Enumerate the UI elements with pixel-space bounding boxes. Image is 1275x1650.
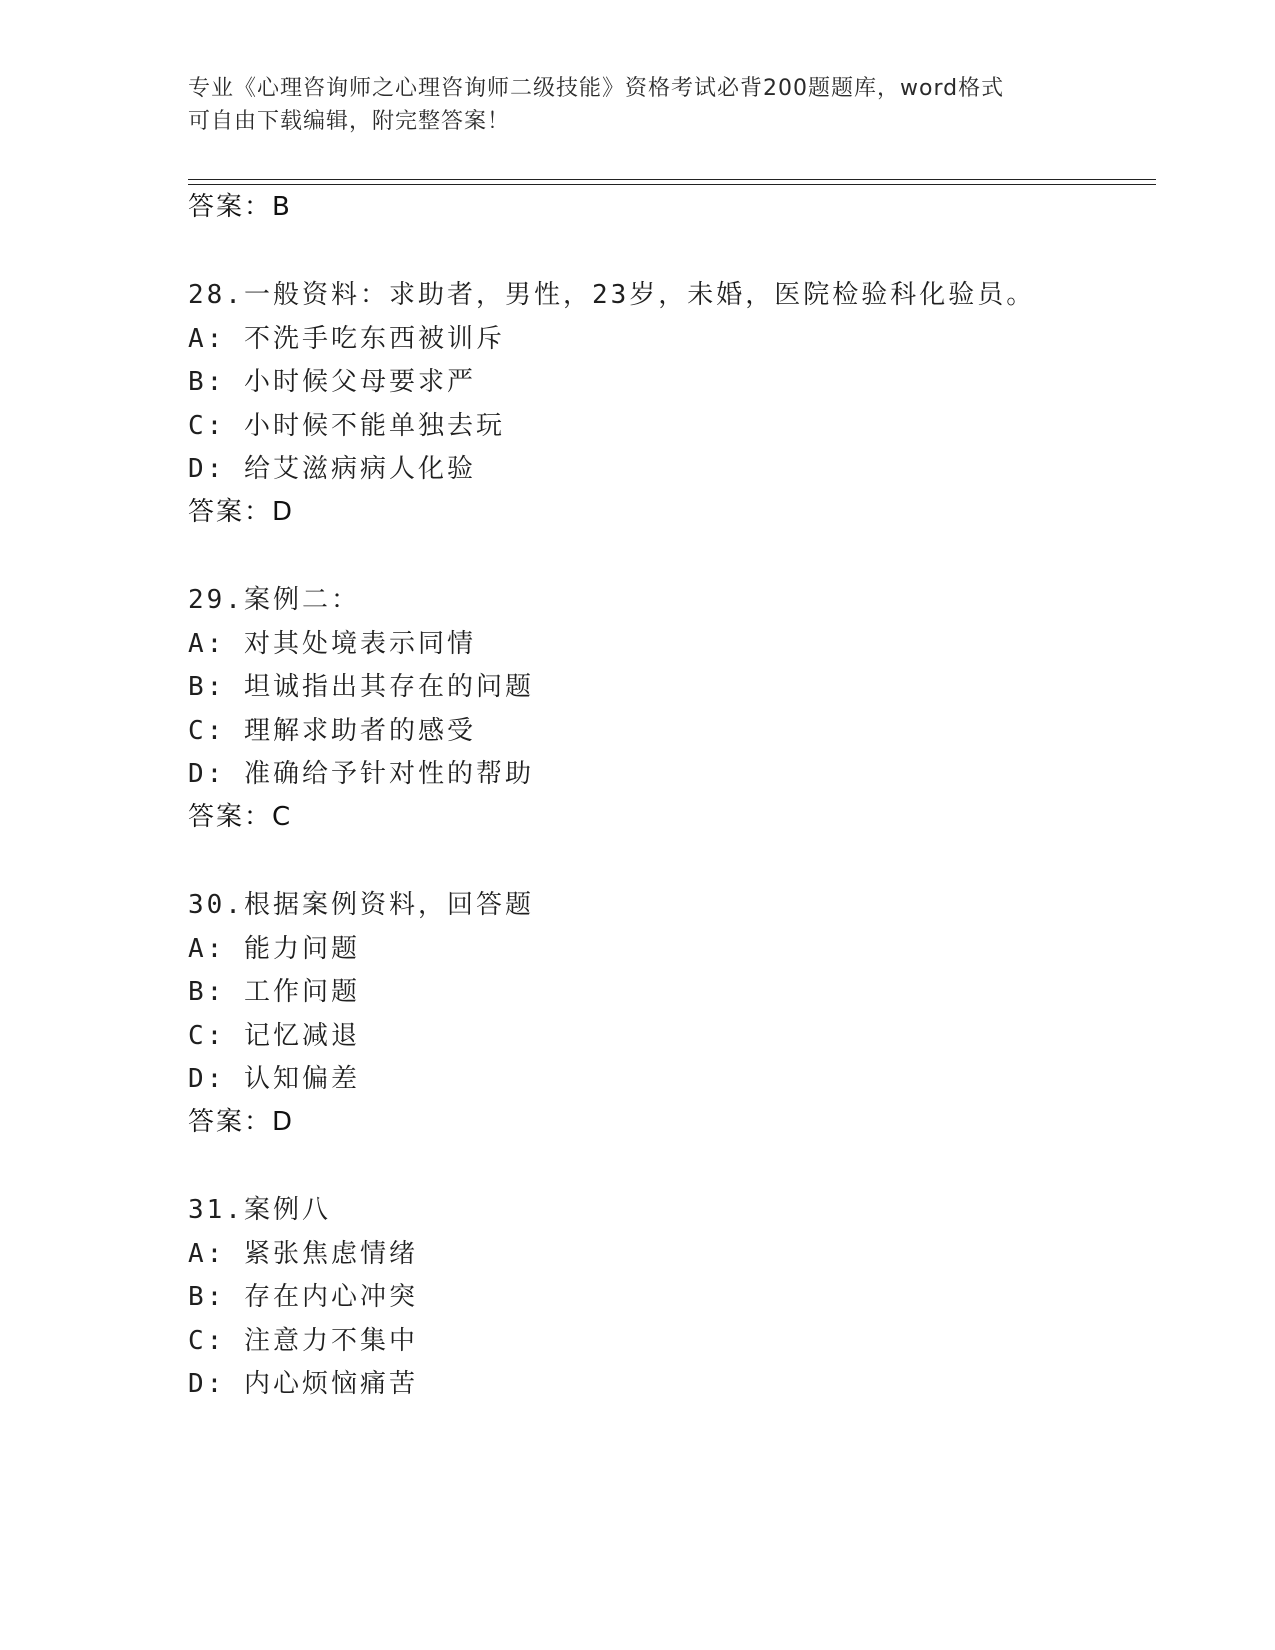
question-29-stem: 29.案例二： <box>188 585 360 615</box>
question-30-stem: 30.根据案例资料，回答题 <box>188 890 534 920</box>
question-28-answer: 答案：D <box>188 497 295 527</box>
question-31-option-a: A: 紧张焦虑情绪 <box>188 1239 418 1269</box>
question-29-option-d: D: 准确给予针对性的帮助 <box>188 759 534 789</box>
question-28-option-a: A: 不洗手吃东西被训斥 <box>188 324 505 354</box>
question-31-option-d: D: 内心烦恼痛苦 <box>188 1369 418 1399</box>
previous-answer: 答案：B <box>188 192 292 222</box>
question-29-option-a: A: 对其处境表示同情 <box>188 629 476 659</box>
question-28-option-b: B: 小时候父母要求严 <box>188 367 476 397</box>
question-29-option-c: C: 理解求助者的感受 <box>188 716 476 746</box>
header-divider-bottom <box>188 184 1156 185</box>
question-28-option-c: C: 小时候不能单独去玩 <box>188 411 505 441</box>
header-divider-top <box>188 179 1156 180</box>
question-30-option-b: B: 工作问题 <box>188 977 360 1007</box>
question-30-answer: 答案：D <box>188 1107 295 1137</box>
header-title-line-2: 可自由下载编辑，附完整答案！ <box>188 109 511 134</box>
question-31-option-c: C: 注意力不集中 <box>188 1326 418 1356</box>
question-31-option-b: B: 存在内心冲突 <box>188 1282 418 1312</box>
question-29-option-b: B: 坦诚指出其存在的问题 <box>188 672 534 702</box>
question-29-answer: 答案：C <box>188 802 293 832</box>
question-28-option-d: D: 给艾滋病病人化验 <box>188 454 476 484</box>
question-30-option-d: D: 认知偏差 <box>188 1064 360 1094</box>
question-30-option-c: C: 记忆减退 <box>188 1021 360 1051</box>
question-30-option-a: A: 能力问题 <box>188 934 360 964</box>
question-28-stem: 28.一般资料：求助者，男性，23岁，未婚，医院检验科化验员。 <box>188 280 1036 310</box>
header-title-line-1: 专业《心理咨询师之心理咨询师二级技能》资格考试必背200题题库，word格式 <box>188 76 1005 101</box>
document-header <box>188 72 1088 138</box>
question-31-stem: 31.案例八 <box>188 1195 331 1225</box>
